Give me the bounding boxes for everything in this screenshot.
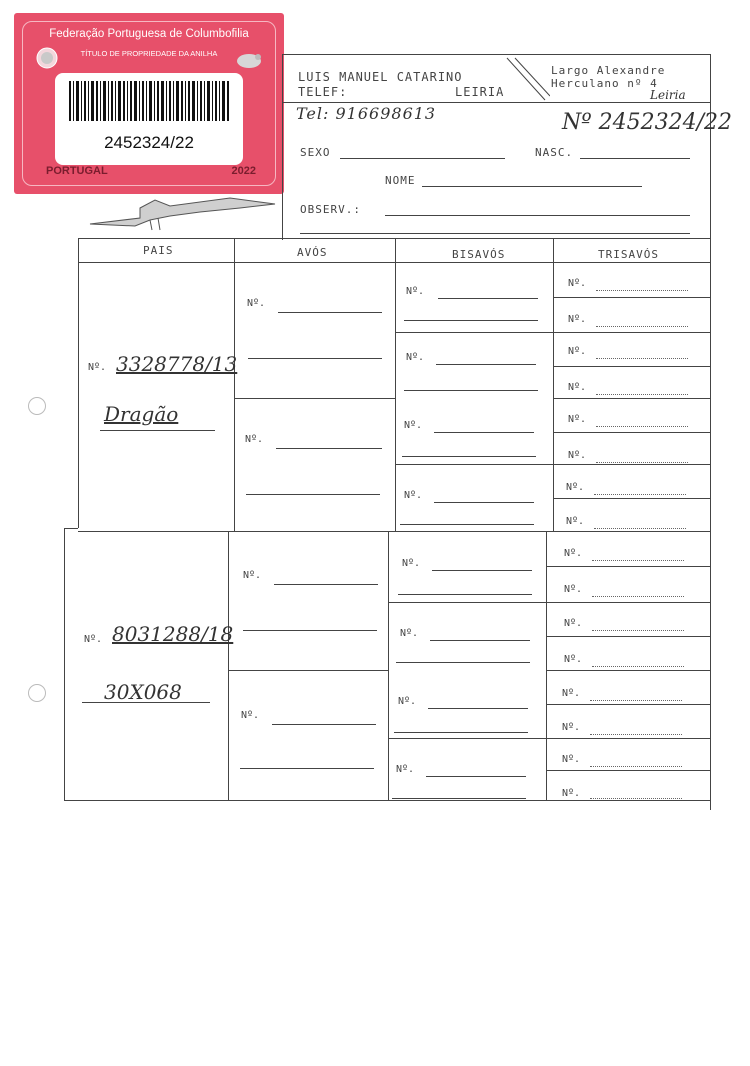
bisavos-divider-1 [395, 332, 553, 333]
pais-ring-1: 3328778/13 [116, 352, 238, 376]
address-handwritten: Leiria [650, 88, 686, 102]
bisavos-field[interactable] [432, 570, 532, 571]
bisavos-field-2[interactable] [400, 524, 534, 525]
avos-field[interactable] [272, 724, 376, 725]
bisavos-field-2[interactable] [404, 390, 538, 391]
nome-label: NOME [385, 174, 416, 187]
trisavos-field[interactable] [594, 528, 686, 529]
trisavos-divider [546, 566, 710, 567]
header-left-border [282, 54, 283, 240]
trisavos-no-label: Nº. [564, 548, 583, 559]
bisavos-divider-3 [395, 464, 553, 465]
trisavos-field[interactable] [592, 560, 684, 561]
bisavos-field-2[interactable] [394, 732, 528, 733]
bisavos-field-2[interactable] [396, 662, 530, 663]
bisavos-no-label: Nº. [406, 352, 425, 363]
trisavos-field[interactable] [590, 766, 682, 767]
grid-left-border-lower [64, 528, 65, 800]
trisavos-divider [546, 738, 710, 739]
grid-left-border-upper [78, 238, 79, 528]
pais-name-line-1 [100, 430, 215, 431]
trisavos-divider [546, 704, 710, 705]
avos-field[interactable] [276, 448, 382, 449]
trisavos-divider [546, 770, 710, 771]
trisavos-field[interactable] [592, 596, 684, 597]
bisavos-divider-5 [388, 602, 546, 603]
trisavos-no-label: Nº. [568, 414, 587, 425]
trisavos-field[interactable] [596, 326, 688, 327]
pigeon-logo-icon [234, 49, 264, 71]
trisavos-divider [553, 366, 710, 367]
trisavos-no-label: Nº. [568, 382, 587, 393]
form-right-border [710, 54, 711, 810]
pais-name-line-2 [82, 702, 210, 703]
avos-no-label: Nº. [247, 298, 266, 309]
col-bisavos: BISAVÓS [452, 248, 506, 261]
col-sep-2-upper [395, 238, 396, 531]
avos-field-2[interactable] [243, 630, 377, 631]
card-ring-number: 2452324/22 [104, 133, 194, 152]
trisavos-field[interactable] [590, 734, 682, 735]
col-sep-1-upper [234, 238, 235, 531]
trisavos-field[interactable] [590, 798, 682, 799]
bisavos-field[interactable] [426, 776, 526, 777]
sexo-label: SEXO [300, 146, 331, 159]
pigeon-drawing-icon [80, 190, 280, 232]
punch-hole [28, 397, 46, 415]
header-diagonal [505, 56, 550, 102]
avos-divider-1 [234, 398, 395, 399]
pais-name-2: 30X068 [104, 680, 182, 704]
col-avos: AVÓS [297, 246, 328, 259]
trisavos-field[interactable] [590, 700, 682, 701]
sexo-field[interactable] [340, 158, 505, 159]
col-sep-3-lower [546, 531, 547, 800]
card-subtitle: TÍTULO DE PROPRIEDADE DA ANILHA [80, 49, 218, 58]
avos-field[interactable] [278, 312, 382, 313]
col-trisavos: TRISAVÓS [598, 248, 659, 261]
trisavos-no-label: Nº. [568, 450, 587, 461]
col-sep-3-upper [553, 238, 554, 531]
avos-field-2[interactable] [246, 494, 380, 495]
punch-hole [28, 684, 46, 702]
trisavos-divider [553, 498, 710, 499]
federation-seal-icon [35, 46, 59, 70]
avos-no-label: Nº. [241, 710, 260, 721]
bisavos-field[interactable] [438, 298, 538, 299]
bisavos-no-label: Nº. [404, 420, 423, 431]
trisavos-field[interactable] [596, 462, 688, 463]
bisavos-no-label: Nº. [398, 696, 417, 707]
bisavos-field-2[interactable] [402, 456, 536, 457]
pais-divider [78, 531, 710, 532]
nasc-label: NASC. [535, 146, 574, 159]
trisavos-field[interactable] [592, 630, 684, 631]
address: Largo Alexandre Herculano nº 4 [551, 64, 666, 90]
trisavos-divider [546, 602, 710, 603]
obs-field[interactable] [385, 215, 690, 216]
header-top-border [282, 54, 710, 55]
bisavos-no-label: Nº. [404, 490, 423, 501]
card-country: PORTUGAL [46, 165, 108, 177]
bisavos-field-2[interactable] [398, 594, 532, 595]
trisavos-field[interactable] [594, 494, 686, 495]
header-row-border [78, 262, 710, 263]
col-sep-2-lower [388, 531, 389, 800]
avos-field-2[interactable] [240, 768, 374, 769]
pais-ring-2: 8031288/18 [112, 622, 234, 646]
trisavos-field[interactable] [596, 358, 688, 359]
obs-label: OBSERV.: [300, 203, 361, 216]
trisavos-no-label: Nº. [564, 654, 583, 665]
avos-field[interactable] [274, 584, 378, 585]
telef-label: TELEF: [298, 85, 348, 99]
owner-name: LUIS MANUEL CATARINO [298, 70, 463, 84]
bisavos-field-2 [392, 798, 526, 799]
grid-top-border [78, 238, 710, 239]
trisavos-field[interactable] [596, 426, 688, 427]
trisavos-field[interactable] [592, 666, 684, 667]
col-sep-1-lower [228, 531, 229, 800]
nome-field[interactable] [422, 186, 642, 187]
trisavos-no-label: Nº. [568, 314, 587, 325]
trisavos-no-label: Nº. [562, 688, 581, 699]
bisavos-no-label: Nº. [402, 558, 421, 569]
obs-field-line2[interactable] [300, 233, 690, 234]
trisavos-no-label: Nº. [564, 618, 583, 629]
pais-name-1: Dragão [104, 402, 179, 426]
trisavos-field[interactable] [596, 394, 688, 395]
avos-field-2[interactable] [248, 358, 382, 359]
trisavos-no-label: Nº. [562, 754, 581, 765]
trisavos-divider [553, 332, 710, 333]
grid-bottom-border [64, 800, 710, 801]
avos-no-label: Nº. [243, 570, 262, 581]
bisavos-field[interactable] [436, 364, 536, 365]
barcode-icon [55, 81, 243, 141]
avos-divider-2 [228, 670, 388, 671]
trisavos-no-label: Nº. [566, 482, 585, 493]
col-pais: PAIS [143, 244, 174, 257]
card-federation: Federação Portuguesa de Columbofilia [49, 28, 249, 40]
bisavos-field[interactable] [430, 640, 530, 641]
trisavos-no-label: Nº. [568, 278, 587, 289]
header-divider [282, 102, 710, 103]
trisavos-divider [553, 464, 710, 465]
trisavos-no-label: Nº. [568, 346, 587, 357]
trisavos-no-label: Nº. [564, 584, 583, 595]
avos-no-label: Nº. [245, 434, 264, 445]
bisavos-no-label: Nº. [406, 286, 425, 297]
card-year: 2022 [231, 165, 256, 177]
pais-no-label: Nº. [84, 634, 103, 645]
trisavos-divider [546, 670, 710, 671]
city: LEIRIA [455, 85, 505, 99]
bisavos-field[interactable] [428, 708, 528, 709]
ring-handwritten: Nº 2452324/22 [562, 110, 732, 135]
bisavos-divider-7 [388, 738, 546, 739]
bisavos-field[interactable] [434, 502, 534, 503]
trisavos-divider [553, 398, 710, 399]
pais-no-label: Nº. [88, 362, 107, 373]
trisavos-divider [553, 297, 710, 298]
bisavos-no-label: Nº. [400, 628, 419, 639]
ring-title-card [14, 13, 284, 194]
trisavos-divider [546, 636, 710, 637]
grid-left-step [64, 528, 78, 529]
trisavos-no-label: Nº. [562, 788, 581, 799]
trisavos-no-label: Nº. [566, 516, 585, 527]
trisavos-no-label: Nº. [562, 722, 581, 733]
bisavos-no-label: Nº. [396, 764, 415, 775]
nasc-field[interactable] [580, 158, 690, 159]
tel-handwritten: Tel: 916698613 [296, 104, 437, 123]
trisavos-field[interactable] [596, 290, 688, 291]
bisavos-field-2[interactable] [404, 320, 538, 321]
trisavos-divider [553, 432, 710, 433]
bisavos-field[interactable] [434, 432, 534, 433]
